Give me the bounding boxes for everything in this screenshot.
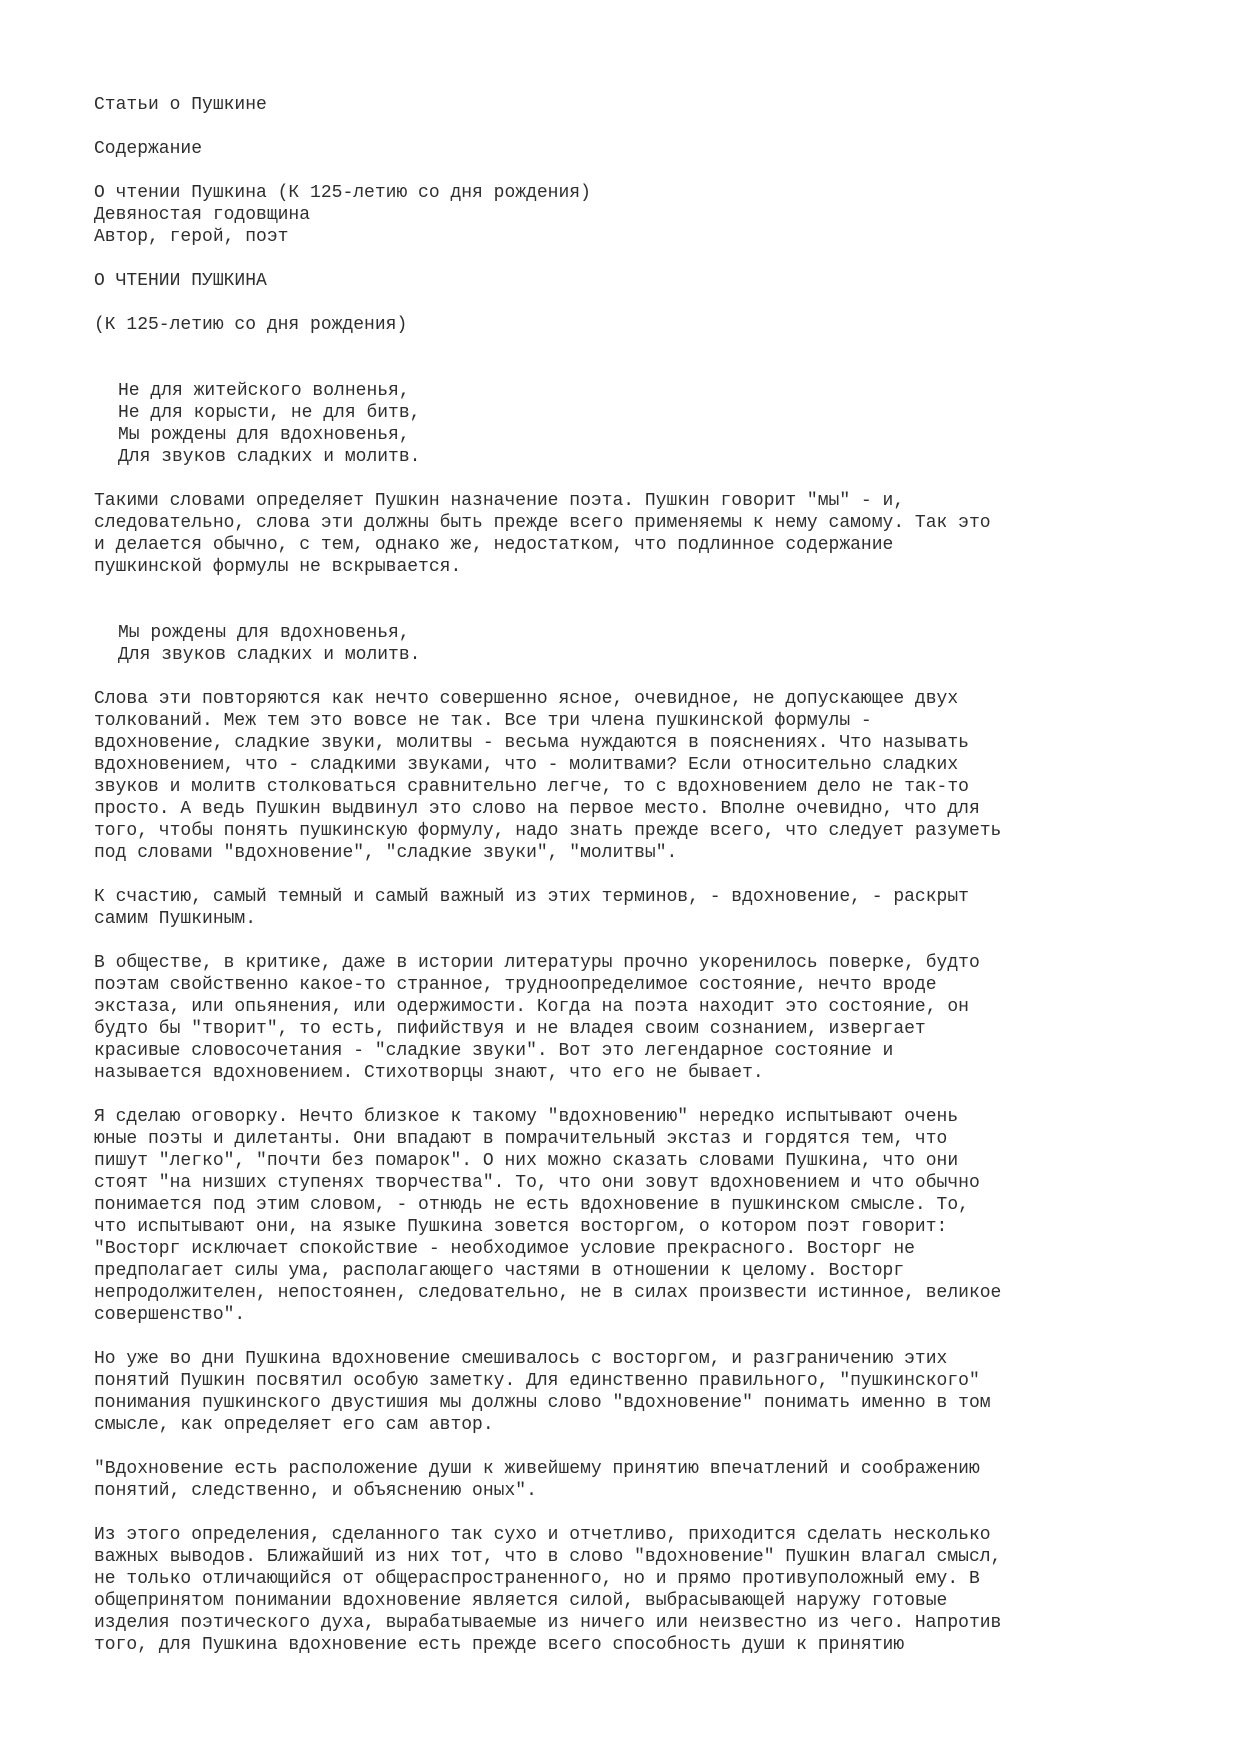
article-subtitle: (К 125-летию со дня рождения) (94, 315, 408, 335)
text-line: под словами "вдохновение", "сладкие звуки", "молитвы". (94, 843, 678, 863)
verse-line: Мы рождены для вдохновенья, (118, 425, 410, 445)
document-page (94, 94, 1194, 1656)
text-line: понимания пушкинского двустишия мы должны слово "вдохновение" понимать именно в том (94, 1393, 991, 1413)
text-line: непродолжителен, непостоянен, следовательно, не в силах произвести истинное, великое (94, 1283, 1002, 1303)
text-line: юные поэты и дилетанты. Они впадают в помрачительный экстаз и гордятся тем, что (94, 1129, 948, 1149)
verse-line: Не для житейского волненья, (118, 381, 410, 401)
text-line: пушкинской формулы не вскрывается. (94, 557, 462, 577)
text-line: смысле, как определяет его сам автор. (94, 1415, 494, 1435)
text-line: Слова эти повторяются как нечто совершенно ясное, очевидное, не допускающее двух (94, 689, 959, 709)
text-line: экстаза, или опьянения, или одержимости. Когда на поэта находит это состояние, он (94, 997, 969, 1017)
text-line: самим Пушкиным. (94, 909, 257, 929)
text-line: совершенство". (94, 1305, 246, 1325)
paragraph (94, 886, 1194, 930)
toc-item[interactable]: Девяностая годовщина (94, 205, 311, 225)
text-line: "Вдохновение есть расположение души к живейшему принятию впечатлений и соображению (94, 1459, 980, 1479)
text-line: К счастию, самый темный и самый важный из этих терминов, - вдохновение, - раскрыт (94, 887, 969, 907)
verse-line: Не для корысти, не для битв, (118, 403, 421, 423)
text-line: В обществе, в критике, даже в истории литературы прочно укоренилось поверке, будто (94, 953, 980, 973)
text-line: общепринятом понимании вдохновение является силой, выбрасывающей наружу готовые (94, 1591, 948, 1611)
epigraph (94, 380, 1194, 468)
text-line: не только отличающийся от общераспространенного, но и прямо противуположный ему. В (94, 1569, 980, 1589)
table-of-contents (94, 182, 1194, 248)
paragraph (94, 1106, 1194, 1326)
text-line: поэтам свойственно какое-то странное, трудноопределимое состояние, нечто вроде (94, 975, 937, 995)
article-title: О ЧТЕНИИ ПУШКИНА (94, 271, 267, 291)
text-line: изделия поэтического духа, вырабатываемые из ничего или неизвестно из чего. Напротив (94, 1613, 1002, 1633)
text-line: красивые словосочетания - "сладкие звуки". Вот это легендарное состояние и (94, 1041, 894, 1061)
text-line: понятий, следственно, и объяснению оных". (94, 1481, 537, 1501)
text-line: важных выводов. Ближайший из них тот, что в слово "вдохновение" Пушкин влагал смысл, (94, 1547, 1002, 1567)
quote-verse (94, 622, 1194, 666)
toc-item[interactable]: О чтении Пушкина (К 125-летию со дня рождения) (94, 183, 591, 203)
verse-line: Для звуков сладких и молитв. (118, 645, 421, 665)
text-line: стоят "на низших ступенях творчества". То, что они зовут вдохновением и что обычно (94, 1173, 980, 1193)
text-line: что испытывают они, на языке Пушкина зовется восторгом, о котором поэт говорит: (94, 1217, 948, 1237)
text-line: того, чтобы понять пушкинскую формулу, надо знать прежде всего, что следует разуметь (94, 821, 1002, 841)
paragraph (94, 1524, 1194, 1656)
text-line: и делается обычно, с тем, однако же, недостатком, что подлинное содержание (94, 535, 894, 555)
paragraph (94, 952, 1194, 1084)
verse-line: Мы рождены для вдохновенья, (118, 623, 410, 643)
paragraph (94, 688, 1194, 864)
text-line: понятий Пушкин посвятил особую заметку. Для единственно правильного, "пушкинского" (94, 1371, 980, 1391)
text-line: Из этого определения, сделанного так сухо и отчетливо, приходится сделать несколько (94, 1525, 991, 1545)
document-title: Статьи о Пушкине (94, 95, 267, 115)
text-line: называется вдохновением. Стихотворцы знают, что его не бывает. (94, 1063, 764, 1083)
toc-item[interactable]: Автор, герой, поэт (94, 227, 289, 247)
text-line: Я сделаю оговорку. Нечто близкое к такому "вдохновению" нередко испытывают очень (94, 1107, 959, 1127)
text-line: того, для Пушкина вдохновение есть прежде всего способность души к принятию (94, 1635, 905, 1655)
text-line: толкований. Меж тем это вовсе не так. Все три члена пушкинской формулы - (94, 711, 872, 731)
text-line: следовательно, слова эти должны быть прежде всего применяемы к нему самому. Так это (94, 513, 991, 533)
text-line: звуков и молитв столковаться сравнительно легче, то с вдохновением дело не так-то (94, 777, 969, 797)
text-line: понимается под этим словом, - отнюдь не есть вдохновение в пушкинском смысле. То, (94, 1195, 969, 1215)
text-line: Такими словами определяет Пушкин назначение поэта. Пушкин говорит "мы" - и, (94, 491, 905, 511)
contents-heading: Содержание (94, 139, 203, 159)
text-line: Но уже во дни Пушкина вдохновение смешивалось с восторгом, и разграничению этих (94, 1349, 948, 1369)
text-line: предполагает силы ума, располагающего частями в отношении к целому. Восторг (94, 1261, 905, 1281)
text-line: пишут "легко", "почти без помарок". О них можно сказать словами Пушкина, что они (94, 1151, 959, 1171)
verse-line: Для звуков сладких и молитв. (118, 447, 421, 467)
text-line: "Восторг исключает спокойствие - необходимое условие прекрасного. Восторг не (94, 1239, 915, 1259)
paragraph (94, 490, 1194, 578)
text-line: будто бы "творит", то есть, пифийствуя и не владея своим сознанием, извергает (94, 1019, 926, 1039)
text-line: просто. А ведь Пушкин выдвинул это слово на первое место. Вполне очевидно, что для (94, 799, 980, 819)
text-line: вдохновением, что - сладкими звуками, что - молитвами? Если относительно сладких (94, 755, 959, 775)
paragraph (94, 1348, 1194, 1436)
paragraph (94, 1458, 1194, 1502)
text-line: вдохновение, сладкие звуки, молитвы - весьма нуждаются в пояснениях. Что называть (94, 733, 969, 753)
